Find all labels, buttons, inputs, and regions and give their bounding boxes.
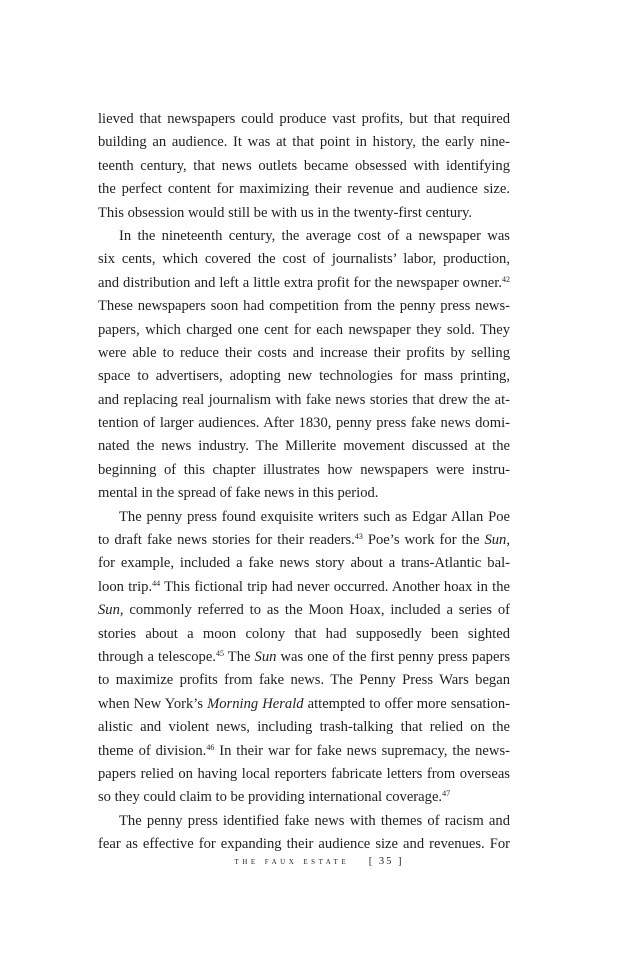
- text-run: teenth century, that news outlets became obsessed with identifying: [98, 157, 510, 174]
- text-run: was one of the first penny press papers: [276, 648, 510, 665]
- text-line: [98, 342, 510, 365]
- page-number: [ 35 ]: [368, 856, 404, 867]
- text-line: [98, 412, 510, 435]
- text-line: [98, 833, 510, 856]
- text-run: when New York’s: [98, 695, 208, 712]
- text-run: nated the news industry. The Millerite movement discussed at the: [98, 438, 510, 455]
- text-run: to draft fake news stories for their readers.: [98, 532, 355, 549]
- text-line: [98, 786, 510, 809]
- text-run: beginning of this chapter illustrates how newspapers were instru-: [98, 461, 510, 478]
- text-run: the perfect content for maximizing their revenue and audience size.: [98, 181, 510, 198]
- text-run: In the nineteenth century, the average cost of a newspaper was: [119, 227, 510, 244]
- text-line: [98, 459, 510, 482]
- text-line: [98, 669, 510, 692]
- text-line: [98, 576, 510, 599]
- text-run: loon trip.: [98, 578, 153, 595]
- text-line: [98, 693, 510, 716]
- text-run: papers relied on having local reporters fabricate letters from overseas: [98, 765, 510, 782]
- text-run: The penny press found exquisite writers such as Edgar Allan Poe: [119, 508, 510, 525]
- text-line: [98, 202, 510, 225]
- footnote-ref: 42: [502, 274, 510, 284]
- text-run: for example, included a fake news story about a trans-Atlantic bal-: [98, 555, 510, 572]
- text-run: The: [223, 648, 255, 665]
- footnote-ref: 43: [354, 532, 363, 542]
- text-line: [98, 365, 510, 388]
- text-run: Poe’s work for the: [362, 532, 485, 549]
- text-line: [98, 155, 510, 178]
- text-line: [98, 716, 510, 739]
- text-run: so they could claim to be providing international coverage.: [98, 789, 443, 806]
- text-line: [98, 599, 510, 622]
- text-run: These newspapers soon had competition from the penny press news-: [98, 298, 510, 315]
- text-line: [98, 178, 510, 201]
- text-run: and replacing real journalism with fake news stories that drew the at-: [98, 391, 510, 408]
- text-run: This obsession would still be with us in the twenty-first century.: [98, 204, 472, 221]
- footnote-ref: 44: [152, 578, 161, 588]
- footnote-ref: 46: [206, 742, 215, 752]
- text-run: tention of larger audiences. After 1830, penny press fake news domi-: [98, 415, 510, 432]
- text-run: The penny press identified fake news with themes of racism and: [119, 812, 510, 829]
- text-run: theme of division.: [98, 742, 207, 759]
- italic-text: Sun,: [484, 532, 510, 549]
- italic-text: Morning Herald: [207, 695, 304, 712]
- text-line: [98, 482, 510, 505]
- text-line: [98, 529, 510, 552]
- text-line: [98, 389, 510, 412]
- text-run: six cents, which covered the cost of journalists’ labor, production,: [98, 251, 510, 268]
- text-run: In their war for fake news supremacy, the news-: [214, 742, 510, 759]
- text-line: [98, 108, 510, 131]
- footnote-ref: 47: [442, 789, 451, 799]
- text-line: [98, 131, 510, 154]
- text-line: [98, 435, 510, 458]
- text-run: alistic and violent news, including trash-talking that relied on the: [98, 719, 510, 736]
- text-run: fear as effective for expanding their audience size and revenues. For: [98, 836, 510, 853]
- text-line: [98, 295, 510, 318]
- text-run: were able to reduce their costs and increase their profits by selling: [98, 344, 510, 361]
- body-text: [98, 108, 510, 857]
- text-line: [98, 319, 510, 342]
- text-run: mental in the spread of fake news in this period.: [98, 485, 379, 502]
- text-run: to maximize profits from fake news. The Penny Press Wars began: [98, 672, 510, 689]
- text-line: [98, 225, 510, 248]
- text-run: building an audience. It was at that point in history, the early nine-: [98, 134, 510, 151]
- text-line: [98, 623, 510, 646]
- text-line: [98, 763, 510, 786]
- text-line: [98, 248, 510, 271]
- page-footer: [0, 856, 638, 867]
- text-run: lieved that newspapers could produce vast profits, but that required: [98, 111, 510, 127]
- text-line: [98, 506, 510, 529]
- text-run: This fictional trip had never occurred. Another hoax in the: [160, 578, 510, 595]
- italic-text: Sun,: [98, 602, 124, 619]
- text-line: [98, 552, 510, 575]
- text-run: space to advertisers, adopting new technologies for mass printing,: [98, 368, 510, 385]
- italic-text: Sun: [254, 648, 277, 665]
- text-run: attempted to offer more sensation-: [303, 695, 510, 712]
- text-run: papers, which charged one cent for each newspaper they sold. They: [98, 321, 510, 338]
- text-line: [98, 740, 510, 763]
- text-line: [98, 810, 510, 833]
- text-run: through a telescope.: [98, 648, 216, 665]
- text-run: and distribution and left a little extra profit for the newspaper owner.: [98, 274, 502, 291]
- text-line: [98, 272, 510, 295]
- footnote-ref: 45: [215, 648, 224, 658]
- text-run: commonly referred to as the Moon Hoax, included a series of: [123, 602, 510, 619]
- text-line: [98, 646, 510, 669]
- text-run: stories about a moon colony that had supposedly been sighted: [98, 625, 510, 642]
- running-title: the faux estate: [234, 856, 350, 867]
